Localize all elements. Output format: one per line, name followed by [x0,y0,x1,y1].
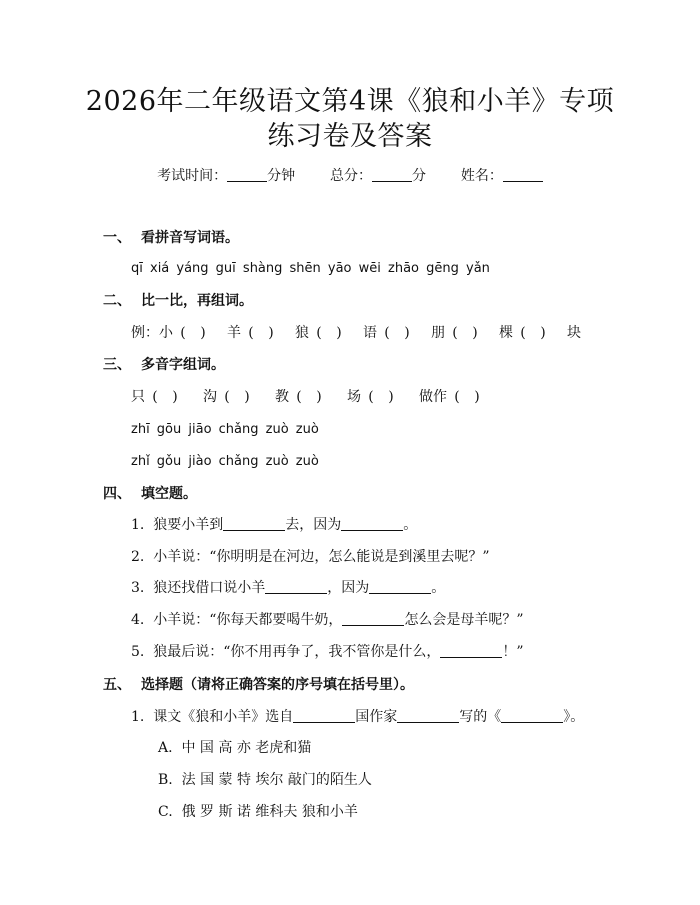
section-3-heading [103,355,225,375]
item-text: 。 [431,580,446,596]
section-5-heading [103,675,414,695]
option-text: 中 国 高 亦 老虎和猫 [181,740,312,756]
polyphone-char: 沟 [203,389,217,405]
answer-paren[interactable]: ( [316,325,322,341]
answer-paren[interactable]: ( [296,389,302,405]
fill-item-3 [131,578,445,598]
score-label: 总分： [330,168,372,184]
polyphone-char: 只 [131,389,145,405]
compare-char: 块 [567,325,581,341]
item-text: 狼最后说：“你不用再争了，我不管你是什么， [153,644,441,660]
fill-item-2 [131,547,490,567]
section-1-number: 一、 [103,230,131,246]
section-5-number: 五、 [103,677,131,693]
time-label: 考试时间： [157,168,228,184]
fill-item-1 [131,515,417,535]
choice-option-c[interactable] [158,802,358,822]
polyphone-char: 教 [275,389,289,405]
example-prefix: 例： [131,325,159,341]
fill-blank[interactable] [440,643,502,658]
name-label: 姓名： [460,168,503,184]
fill-blank[interactable] [342,611,404,626]
item-text: 。 [403,517,418,533]
option-label: A. [158,740,173,756]
option-label: C. [158,804,173,820]
fill-blank[interactable] [369,579,431,594]
polyphone-char: 做作 [419,389,447,405]
answer-paren[interactable]: ( [248,325,254,341]
section-4-heading [103,484,197,504]
item-text: 小羊说：“你明明是在河边，怎么能说是到溪里去呢？” [153,549,490,565]
section-2-heading [103,291,253,311]
answer-paren[interactable]: ( [384,325,390,341]
choice-option-b[interactable] [158,770,372,790]
name-blank[interactable] [503,167,543,182]
section-1-title: 看拼音写词语。 [141,230,239,246]
item-text: 狼要小羊到 [153,517,224,533]
score-blank[interactable] [372,167,412,182]
fill-blank[interactable] [223,516,285,531]
answer-paren[interactable]: ( [368,389,374,405]
fill-blank[interactable] [397,708,459,723]
section-3-pinyin-2: zhǐ gǒu jiào chǎng zuò zuò [131,454,319,469]
fill-blank[interactable] [341,516,403,531]
item-number: 3. [131,580,145,596]
item-text: 狼还找借口说小羊 [153,580,266,596]
page-title-line1: 2026年二年级语文第4课《狼和小羊》专项 [85,86,615,117]
time-unit: 分钟 [267,168,296,184]
item-text: 小羊说：“你每天都要喝牛奶， [153,612,343,628]
option-label: B. [158,772,173,788]
section-2-title: 比一比，再组词。 [141,293,253,309]
section-4-number: 四、 [103,486,131,502]
section-3-pinyin-1: zhī gōu jiāo chǎng zuò zuò [131,422,319,437]
item-number: 4. [131,612,145,628]
compare-char: 朋 [431,325,445,341]
item-text: ，因为 [327,580,370,596]
item-number: 2. [131,549,145,565]
item-text: 国作家 [355,709,398,725]
answer-paren[interactable]: ( [224,389,230,405]
choice-option-a[interactable] [158,738,311,758]
answer-paren[interactable]: ( [180,325,186,341]
section-3-number: 三、 [103,357,131,373]
item-text: ！” [502,644,524,660]
section-2-chars: 例：小 ( ) 羊 ( ) 狼 ( ) 语 ( ) 朋 ( ) 棵 ( ) 块 [131,325,581,341]
option-text: 法 国 蒙 特 埃尔 敲门的陌生人 [181,772,372,788]
item-number: 1. [131,709,145,725]
item-text: 怎么会是母羊呢？” [404,612,524,628]
section-3-title: 多音字组词。 [141,357,225,373]
item-text: 写的《 [459,709,502,725]
item-text: 》。 [563,709,585,725]
section-3-chars: 只 ( ) 沟 ( ) 教 ( ) 场 ( ) 做作 ( ) [131,389,480,405]
item-text: 去，因为 [285,517,342,533]
fill-item-5 [131,642,524,662]
item-number: 1. [131,517,145,533]
compare-char: 语 [363,325,377,341]
score-unit: 分 [412,168,426,184]
exam-meta [0,166,700,186]
option-text: 俄 罗 斯 诺 维科夫 狼和小羊 [181,804,358,820]
compare-char: 羊 [227,325,241,341]
section-1-heading [103,228,239,248]
page-title-line2: 练习卷及答案 [267,121,433,152]
section-1-pinyin: qī xiá yáng guī shàng shēn yāo wēi zhāo gēng yǎn [131,261,490,276]
compare-char: 棵 [499,325,513,341]
item-number: 5. [131,644,145,660]
answer-paren[interactable]: ( [520,325,526,341]
answer-paren[interactable]: ( [452,325,458,341]
fill-blank[interactable] [501,708,563,723]
fill-item-4 [131,610,524,630]
compare-char: 狼 [295,325,309,341]
fill-blank[interactable] [265,579,327,594]
answer-paren[interactable]: ( [152,389,158,405]
section-5-title: 选择题（请将正确答案的序号填在括号里）。 [141,677,414,693]
choice-question-1 [131,707,584,727]
answer-paren[interactable]: ( [454,389,460,405]
polyphone-char: 场 [347,389,361,405]
time-blank[interactable] [227,167,267,182]
fill-blank[interactable] [293,708,355,723]
section-2-number: 二、 [103,293,131,309]
compare-char: 小 [159,325,173,341]
section-4-title: 填空题。 [141,486,197,502]
item-text: 课文《狼和小羊》选自 [153,709,294,725]
